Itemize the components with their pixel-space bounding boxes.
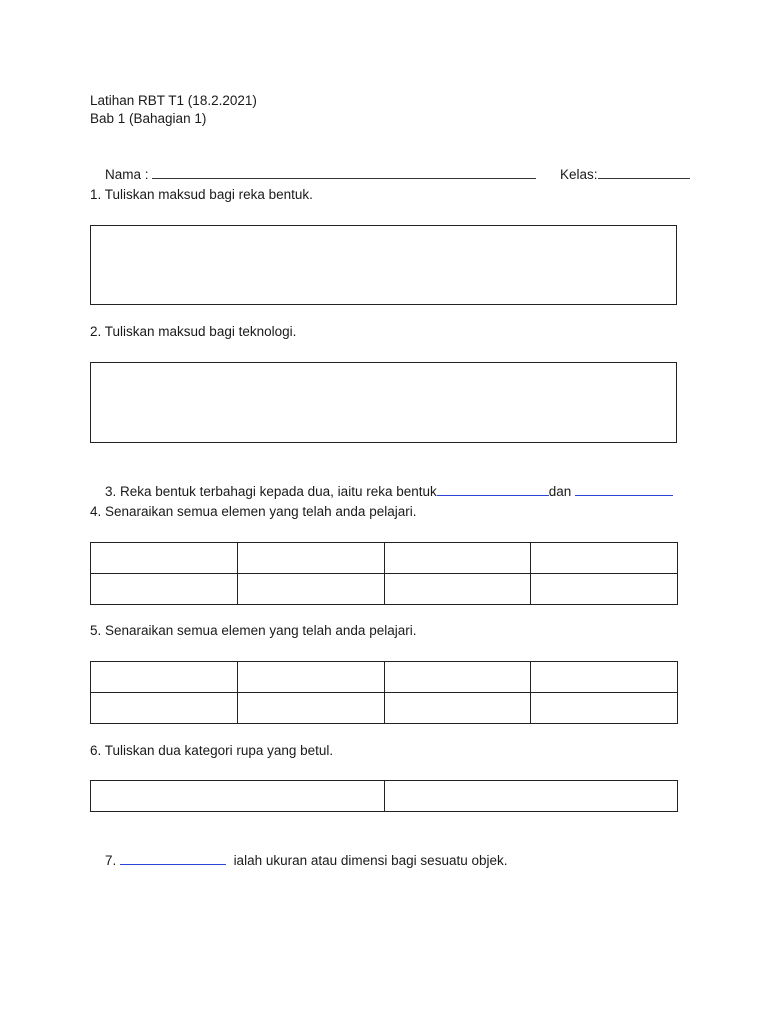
answer-table-6 <box>90 780 678 812</box>
question-3-text: 3. Reka bentuk terbahagi kepada dua, iaitu reka bentuk <box>105 484 437 499</box>
table-cell[interactable] <box>531 693 678 724</box>
question-7-text: ialah ukuran atau dimensi bagi sesuatu objek. <box>233 853 508 868</box>
question-1: 1. Tuliskan maksud bagi reka bentuk. <box>90 187 313 202</box>
table-cell[interactable] <box>91 693 238 724</box>
table-cell[interactable] <box>237 662 384 693</box>
table-row <box>91 693 678 724</box>
table-cell[interactable] <box>384 574 531 605</box>
class-row <box>545 148 690 202</box>
worksheet-title: Latihan RBT T1 (18.2.2021) <box>90 93 257 108</box>
name-label: Nama : <box>105 167 149 182</box>
answer-box-2[interactable] <box>90 362 677 443</box>
table-cell[interactable] <box>531 574 678 605</box>
answer-box-1[interactable] <box>90 225 677 305</box>
table-cell[interactable] <box>91 543 238 574</box>
question-4: 4. Senaraikan semua elemen yang telah anda pelajari. <box>90 504 417 519</box>
table-cell[interactable] <box>91 662 238 693</box>
table-cell[interactable] <box>531 662 678 693</box>
question-7-blank[interactable] <box>120 852 226 865</box>
class-field[interactable] <box>598 166 690 179</box>
question-7 <box>90 834 508 888</box>
table-row <box>91 543 678 574</box>
table-cell[interactable] <box>237 574 384 605</box>
table-row <box>91 662 678 693</box>
class-label: Kelas: <box>560 167 598 182</box>
name-field[interactable] <box>152 166 536 179</box>
table-cell[interactable] <box>237 693 384 724</box>
table-cell[interactable] <box>384 543 531 574</box>
table-cell[interactable] <box>384 781 678 812</box>
answer-table-5 <box>90 661 678 724</box>
table-cell[interactable] <box>384 693 531 724</box>
worksheet-subtitle: Bab 1 (Bahagian 1) <box>90 111 207 126</box>
table-cell[interactable] <box>237 543 384 574</box>
question-5: 5. Senaraikan semua elemen yang telah anda pelajari. <box>90 623 417 638</box>
question-3-blank-2[interactable] <box>575 483 673 496</box>
question-2: 2. Tuliskan maksud bagi teknologi. <box>90 324 297 339</box>
answer-table-4 <box>90 542 678 605</box>
question-6: 6. Tuliskan dua kategori rupa yang betul. <box>90 743 334 758</box>
question-3-blank-1[interactable] <box>437 483 549 496</box>
table-cell[interactable] <box>91 574 238 605</box>
table-cell[interactable] <box>91 781 385 812</box>
table-row <box>91 781 678 812</box>
table-row <box>91 574 678 605</box>
question-3-and: dan <box>548 484 572 499</box>
table-cell[interactable] <box>531 543 678 574</box>
question-7-number: 7. <box>105 853 117 868</box>
table-cell[interactable] <box>384 662 531 693</box>
